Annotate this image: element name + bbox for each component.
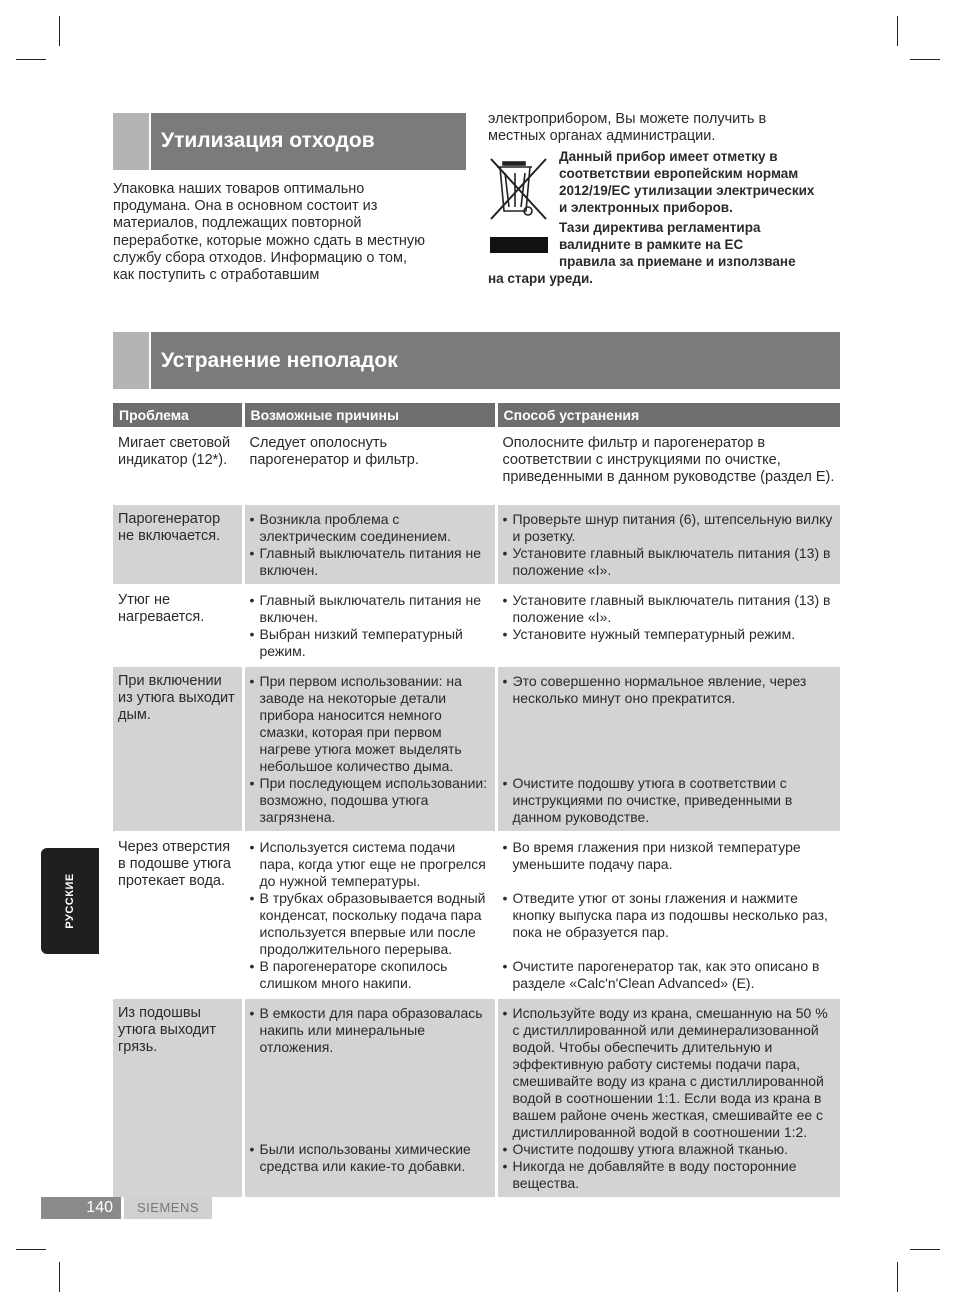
troubleshooting-section-header bbox=[113, 332, 840, 389]
remedy-item: • Используйте воду из крана, смешанную на 50 % с дистиллированной или деминерализованной водой. Чтобы обеспечить длительную и эффективную работу системы подачи пара, смешивайте воду из крана с дистиллированной водой в соотношении 1:1. Если вода из крана в вашем районе очень жесткая, смешивайте ее с дистиллированной водой в соотношении 1:2. bbox=[503, 1005, 836, 1141]
waste-intro-continued bbox=[488, 111, 840, 145]
cause-cell: Следует ополоснуть парогенератор и фильтр. bbox=[243, 428, 496, 504]
crop-mark bbox=[16, 1249, 46, 1250]
crop-mark bbox=[59, 1262, 60, 1292]
brand-label: SIEMENS bbox=[124, 1197, 212, 1219]
header-tab-block bbox=[113, 332, 151, 389]
problem-cell: Через отверстия в подошве утюга протекает вода. bbox=[113, 832, 243, 998]
directive-line: правила за приемане и използване bbox=[559, 254, 796, 269]
intro-line: службу сбора отходов. Информацию о том, bbox=[113, 249, 407, 266]
table-row bbox=[113, 666, 840, 832]
problem-cell: При включении из утюга выходит дым. bbox=[113, 666, 243, 832]
cause-item: • В парогенераторе скопилось слишком много накипи. bbox=[250, 958, 490, 992]
problem-cell: Мигает световой индикатор (12*). bbox=[113, 428, 243, 504]
header-tab-block bbox=[113, 113, 151, 170]
intro-line: местных органах администрации. bbox=[488, 128, 716, 145]
directive-line: Тази директива регламентира bbox=[559, 220, 761, 235]
cause-item: • Главный выключатель питания не включен. bbox=[250, 545, 490, 579]
column-header-causes: Возможные причины bbox=[243, 403, 496, 428]
weee-note-line: 2012/19/ЕС утилизации электрических bbox=[559, 183, 815, 198]
crop-mark bbox=[897, 16, 898, 46]
remedy-cell bbox=[496, 832, 840, 998]
weee-note-line: Данный прибор имеет отметку в bbox=[559, 149, 778, 164]
problem-cell: Из подошвы утюга выходит грязь. bbox=[113, 998, 243, 1197]
cause-item: • При первом использовании: на заводе на некоторые детали прибора наносится немного смазки, которая при первом нагреве утюга может выделять небольшое количество дыма. bbox=[250, 673, 490, 775]
crop-mark bbox=[16, 59, 46, 60]
weee-note-line: и электронных приборов. bbox=[559, 200, 733, 215]
crop-mark bbox=[910, 59, 940, 60]
intro-line: продумана. Она в основном состоит из bbox=[113, 198, 378, 215]
intro-line: переработке, которые можно сдать в местную bbox=[113, 232, 426, 249]
intro-line: Упаковка наших товаров оптимально bbox=[113, 181, 365, 197]
directive-last-line: на стари уреди. bbox=[488, 271, 594, 286]
remedy-item: • Во время глажения при низкой температуре уменьшите подачу пара. bbox=[503, 839, 836, 873]
cause-item: • Выбран низкий температурный режим. bbox=[250, 626, 490, 660]
cause-cell bbox=[243, 666, 496, 832]
cause-cell bbox=[243, 504, 496, 585]
remedy-item: • Установите нужный температурный режим. bbox=[503, 626, 836, 643]
column-header-remedy: Способ устранения bbox=[496, 403, 840, 428]
remedy-item: • Очистите подошву утюга в соответствии с инструкциями по очистке, приведенными в данном руководстве. bbox=[503, 775, 836, 826]
table-row bbox=[113, 585, 840, 666]
page-number bbox=[41, 1197, 121, 1219]
cause-item: • Главный выключатель питания не включен. bbox=[250, 592, 490, 626]
remedy-item: • Никогда не добавляйте в воду посторонние вещества. bbox=[503, 1158, 836, 1192]
remedy-cell bbox=[496, 666, 840, 832]
cause-item: • Используется система подачи пара, когда утюг еще не прогрелся до нужной температуры. bbox=[250, 839, 490, 890]
remedy-cell bbox=[496, 585, 840, 666]
crop-mark bbox=[910, 1249, 940, 1250]
directive-note bbox=[559, 219, 844, 270]
cause-item: • При последующем использовании: возможно, подошва утюга загрязнена. bbox=[250, 775, 490, 826]
table-row bbox=[113, 504, 840, 585]
intro-line: как поступить с отработавшим bbox=[113, 267, 320, 284]
troubleshooting-table bbox=[113, 403, 840, 1197]
cause-cell bbox=[243, 832, 496, 998]
cause-item: • Были использованы химические средства или какие-то добавки. bbox=[250, 1141, 490, 1175]
cause-item: • В емкости для пара образовалась накипь или минеральные отложения. bbox=[250, 1005, 490, 1056]
table-header-row bbox=[113, 403, 840, 428]
problem-cell: Утюг не нагревается. bbox=[113, 585, 243, 666]
crop-mark bbox=[897, 1262, 898, 1292]
table-row bbox=[113, 428, 840, 504]
column-header-problem: Проблема bbox=[113, 403, 243, 428]
cause-item: • Возникла проблема с электрическим соединением. bbox=[250, 511, 490, 545]
waste-section-header bbox=[113, 113, 466, 170]
language-tab bbox=[41, 848, 99, 954]
page-number-text: 140 bbox=[86, 1199, 113, 1216]
cause-cell bbox=[243, 585, 496, 666]
problem-cell: Парогенератор не включается. bbox=[113, 504, 243, 585]
intro-line: электроприбором, Вы можете получить в bbox=[488, 111, 767, 127]
remedy-item: • Отведите утюг от зоны глажения и нажмите кнопку выпуска пара из подошвы несколько раз, пока не образуется пар. bbox=[503, 890, 836, 941]
remedy-cell bbox=[496, 998, 840, 1197]
troubleshooting-title: Устранение неполадок bbox=[161, 349, 398, 372]
waste-title: Утилизация отходов bbox=[161, 129, 375, 152]
weee-note bbox=[559, 148, 844, 216]
waste-intro bbox=[113, 181, 463, 284]
table-row bbox=[113, 832, 840, 998]
intro-line: материалов, подлежащих повторной bbox=[113, 215, 362, 232]
remedy-item: • Установите главный выключатель питания (13) в положение «I». bbox=[503, 545, 836, 579]
crossed-bin-icon bbox=[488, 153, 550, 257]
language-tab-label: РУССКИЕ bbox=[64, 873, 76, 929]
weee-note-line: соответствии европейским нормам bbox=[559, 166, 799, 181]
table-row bbox=[113, 998, 840, 1197]
remedy-item: • Это совершенно нормальное явление, через несколько минут оно прекратится. bbox=[503, 673, 836, 707]
crop-mark bbox=[59, 16, 60, 46]
cause-cell bbox=[243, 998, 496, 1197]
remedy-cell: Ополосните фильтр и парогенератор в соответствии с инструкциями по очистке, приведенными в данном руководстве (раздел Е). bbox=[496, 428, 840, 504]
remedy-item: • Очистите подошву утюга влажной тканью. bbox=[503, 1141, 836, 1158]
directive-line: валидните в рамките на ЕС bbox=[559, 237, 744, 252]
remedy-item: • Проверьте шнур питания (6), штепсельную вилку и розетку. bbox=[503, 511, 836, 545]
remedy-item: • Очистите парогенератор так, как это описано в разделе «Calc'n'Clean Advanced» (Е). bbox=[503, 958, 836, 992]
remedy-cell bbox=[496, 504, 840, 585]
remedy-item: • Установите главный выключатель питания (13) в положение «I». bbox=[503, 592, 836, 626]
cause-item: • В трубках образовывается водный конденсат, поскольку подача пара используется впервые или после продолжительного перерыва. bbox=[250, 890, 490, 958]
